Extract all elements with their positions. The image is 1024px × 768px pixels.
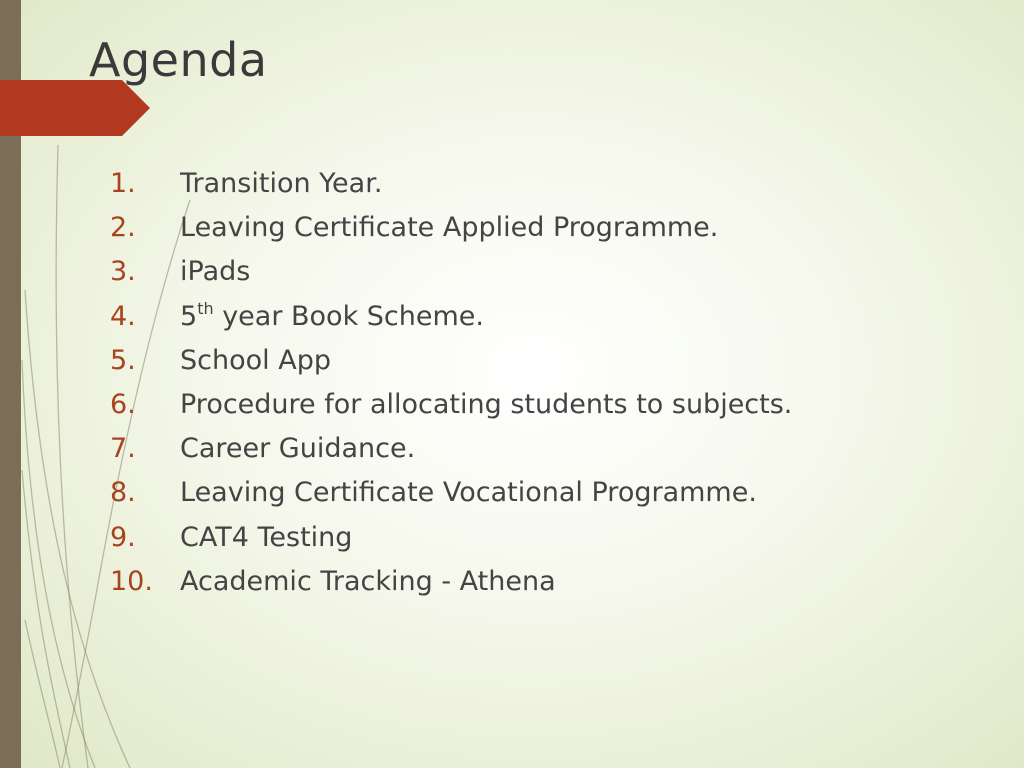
item-number: 8. [110, 477, 136, 509]
item-number: 10. [110, 565, 153, 597]
item-number: 2. [110, 212, 136, 244]
item-number: 4. [110, 300, 136, 332]
item-number: 7. [110, 433, 136, 465]
item-number: 1. [110, 168, 136, 199]
item-text: iPads [180, 256, 251, 288]
item-number: 3. [110, 256, 136, 288]
item-text: School App [180, 344, 331, 376]
item-number: 6. [110, 388, 136, 420]
item-text: Transition Year. [180, 168, 383, 199]
list-item [110, 298, 970, 345]
list-item [110, 477, 970, 521]
item-text: Academic Tracking - Athena [180, 565, 556, 597]
agenda-list [110, 168, 970, 610]
item-text: Leaving Certificate Applied Programme. [180, 212, 719, 244]
item-text-rest: year Book Scheme. [213, 300, 484, 332]
list-item [110, 566, 970, 610]
item-number: 9. [110, 521, 136, 553]
list-item [110, 256, 970, 300]
item-text [180, 298, 484, 332]
list-item [110, 389, 970, 433]
slide-title: Agenda [89, 33, 268, 87]
list-item [110, 433, 970, 477]
list-item [110, 168, 970, 212]
item-number: 5. [110, 344, 136, 376]
item-text: Career Guidance. [180, 433, 416, 465]
item-text: Leaving Certificate Vocational Programme. [180, 477, 757, 509]
list-item [110, 345, 970, 389]
list-item [110, 522, 970, 566]
item-text-prefix: 5 [180, 300, 198, 332]
item-text: Procedure for allocating students to subjects. [180, 388, 793, 420]
ordinal-suffix: th [197, 298, 214, 318]
item-text: CAT4 Testing [180, 521, 353, 553]
list-item [110, 212, 970, 256]
